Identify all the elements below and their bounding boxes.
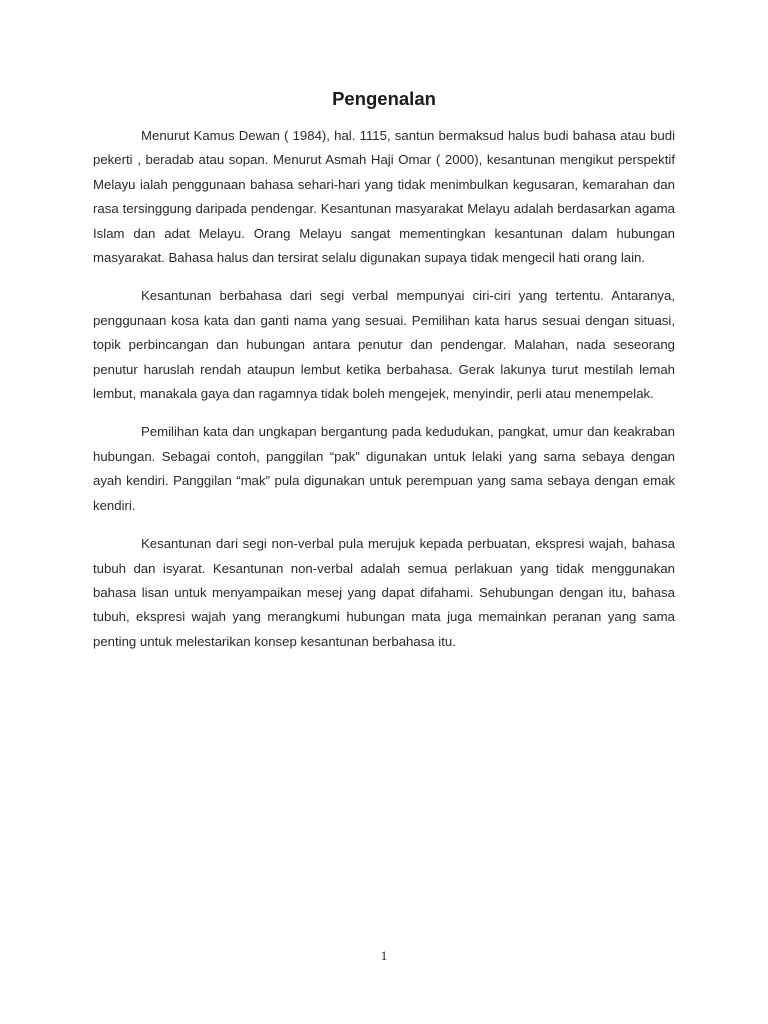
page-title: Pengenalan [332, 88, 436, 109]
paragraph-3: Pemilihan kata dan ungkapan bergantung pada kedudukan, pangkat, umur dan keakraban hubungan. Sebagai contoh, panggilan “pak” digunakan untuk lelaki yang sama sebaya dengan ayah kendiri. Panggilan “mak” pula digunakan untuk perempuan yang sama sebaya dengan emak kendiri. [93, 424, 675, 513]
page-number: 1 [380, 948, 388, 963]
document-body [93, 124, 675, 668]
paragraph-4: Kesantunan dari segi non-verbal pula merujuk kepada perbuatan, ekspresi wajah, bahasa tubuh dan isyarat. Kesantunan non-verbal adalah semua perlakuan yang tidak menggunakan bahasa lisan untuk menyampaikan mesej yang dapat difahami. Sehubungan dengan itu, bahasa tubuh, ekspresi wajah yang merangkumi hubungan mata juga memainkan peranan yang sama penting untuk melestarikan konsep kesantunan berbahasa itu. [93, 536, 675, 649]
paragraph-2: Kesantunan berbahasa dari segi verbal mempunyai ciri-ciri yang tertentu. Antaranya, penggunaan kosa kata dan ganti nama yang sesuai. Pemilihan kata harus sesuai dengan situasi, topik perbincangan dan hubungan antara penutur dan pendengar. Malahan, nada seseorang penutur haruslah rendah ataupun lembut ketika berbahasa. Gerak lakunya turut mestilah lemah lembut, manakala gaya dan ragamnya tidak boleh mengejek, menyindir, perli atau menempelak. [93, 288, 675, 402]
paragraph-1: Menurut Kamus Dewan ( 1984), hal. 1115, santun bermaksud halus budi bahasa atau budi pekerti , beradab atau sopan. Menurut Asmah Haji Omar ( 2000), kesantunan mengikut perspektif Melayu ialah penggunaan bahasa sehari-hari yang tidak menimbulkan kegusaran, kemarahan dan rasa tersinggung daripada pendengar. Kesantunan masyarakat Melayu adalah berdasarkan agama Islam dan adat Melayu. Orang Melayu sangat mementingkan kesantunan dalam hubungan masyarakat. Bahasa halus dan tersirat selalu digunakan supaya tidak mengecil hati orang lain. [93, 128, 675, 266]
